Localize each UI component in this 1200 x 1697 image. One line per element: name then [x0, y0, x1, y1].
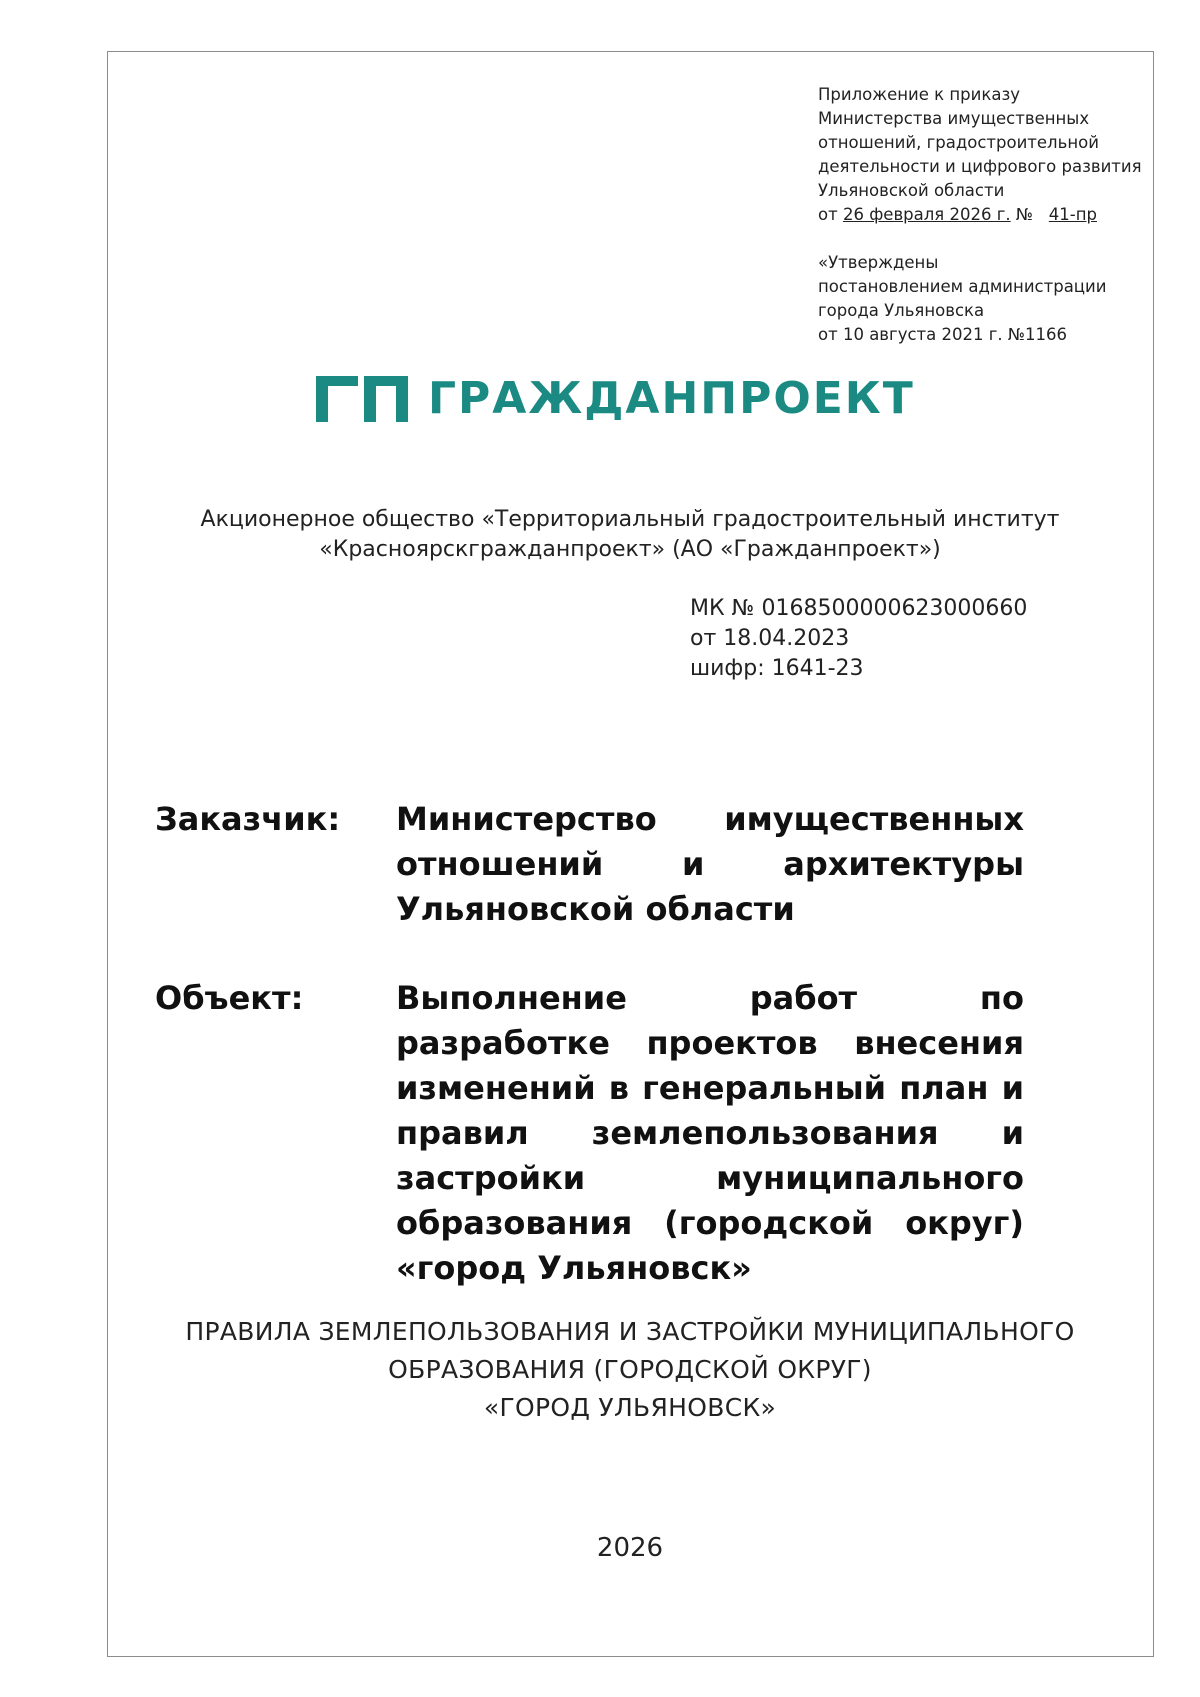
object-line: «город Ульяновск» [396, 1249, 752, 1287]
approved-line: от 10 августа 2021 г. №1166 [818, 325, 1068, 344]
organization-line: «Красноярскгражданпроект» (АО «Гражданпроект») [319, 537, 941, 562]
approved-block [818, 251, 1158, 347]
appendix-block [818, 83, 1158, 227]
organization-name [120, 505, 1140, 565]
object-line: Выполнение работ по [396, 979, 1024, 1017]
title-line: ПРАВИЛА ЗЕМЛЕПОЛЬЗОВАНИЯ И ЗАСТРОЙКИ МУНИЦИПАЛЬНОГО [185, 1317, 1075, 1346]
object-line: образования (городской округ) [396, 1204, 1024, 1242]
approved-line: города Ульяновска [818, 301, 985, 320]
contract-date: от 18.04.2023 [690, 626, 850, 651]
appendix-number-prefix: № [1010, 205, 1039, 224]
document-year: 2026 [596, 1533, 664, 1563]
appendix-line: Министерства имущественных [818, 109, 1090, 128]
gp-monogram-icon [316, 376, 408, 422]
approved-line: постановлением администрации [818, 277, 1107, 296]
object-value [396, 976, 1024, 1291]
object-label: Объект: [155, 979, 304, 1017]
organization-line: Акционерное общество «Территориальный градостроительный институт [200, 507, 1060, 532]
appendix-line: отношений, градостроительной [818, 133, 1099, 152]
contract-info [690, 594, 1027, 684]
object-line: застройки муниципального [396, 1159, 1024, 1197]
customer-line: отношений и архитектуры [396, 845, 1024, 883]
document-title [110, 1313, 1150, 1427]
appendix-line: деятельности и цифрового развития [818, 157, 1142, 176]
appendix-date: 26 февраля 2026 г. [842, 205, 1011, 224]
customer-line: Министерство имущественных [396, 800, 1024, 838]
appendix-line: Ульяновской области [818, 181, 1005, 200]
appendix-date-line [818, 203, 1158, 227]
object-line: изменений в генеральный план и [396, 1069, 1024, 1107]
approved-line: «Утверждены [818, 253, 939, 272]
customer-line: Ульяновской области [396, 890, 795, 928]
customer-value [396, 797, 1024, 932]
logo-wordmark: ГРАЖДАНПРОЕКТ [428, 373, 915, 424]
title-line: «ГОРОД УЛЬЯНОВСК» [483, 1393, 777, 1422]
appendix-number: 41-пр [1048, 205, 1098, 224]
customer-label: Заказчик: [155, 800, 341, 838]
title-line: ОБРАЗОВАНИЯ (ГОРОДСКОЙ ОКРУГ) [388, 1355, 872, 1384]
appendix-line: Приложение к приказу [818, 85, 1020, 104]
company-logo [316, 374, 915, 424]
contract-number: МК № 0168500000623000660 [690, 596, 1028, 621]
object-line: правил землепользования и [396, 1114, 1024, 1152]
appendix-date-prefix: от [818, 205, 843, 224]
contract-cipher: шифр: 1641-23 [690, 656, 864, 681]
object-line: разработке проектов внесения [396, 1024, 1024, 1062]
